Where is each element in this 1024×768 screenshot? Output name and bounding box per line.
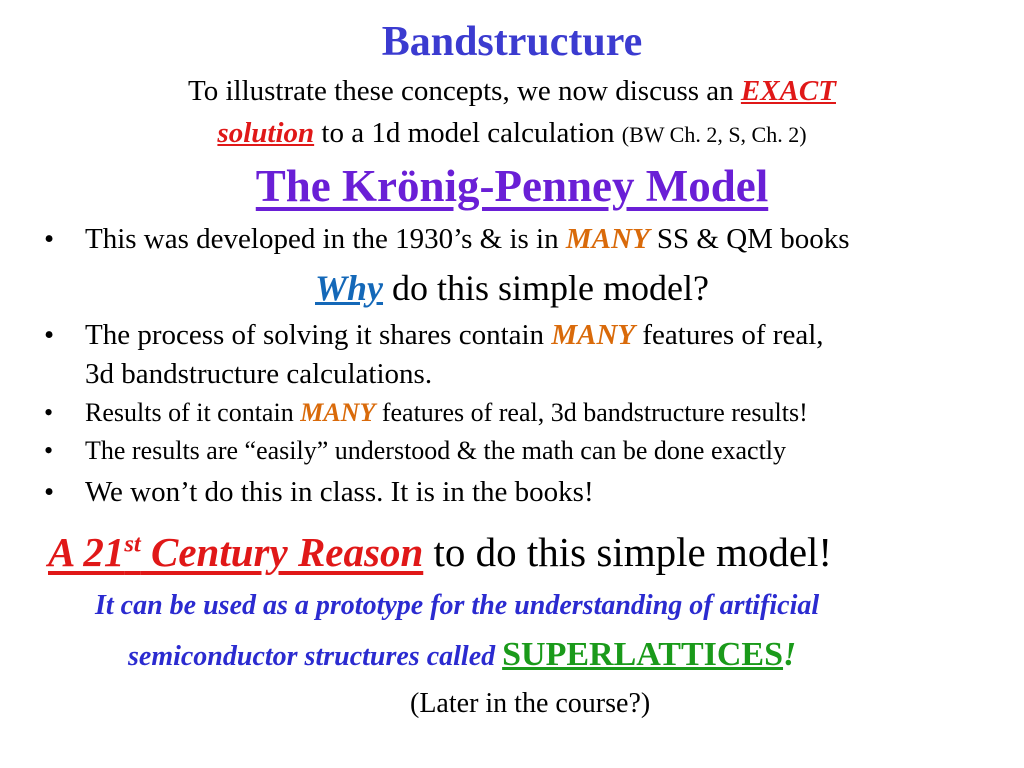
many-emphasis: MANY: [551, 319, 636, 351]
why-text: do this simple model?: [383, 268, 709, 308]
prototype-line-2: [128, 636, 796, 674]
prototype-text: semiconductor structures called: [128, 641, 503, 672]
bullet-text: The results are “easily” understood & the math can be done exactly: [85, 436, 787, 465]
intro-line-1: [0, 75, 1024, 108]
bullet-continuation: 3d bandstructure calculations.: [85, 358, 433, 390]
later-note: (Later in the course?): [410, 688, 651, 719]
bullet-text: The process of solving it shares contain: [85, 319, 552, 351]
bullet-text: features of real, 3d bandstructure results!: [375, 398, 808, 427]
solution-emphasis: solution: [217, 117, 315, 149]
bullet-text: This was developed in the 1930’s & is in: [85, 223, 566, 255]
superlattices-emphasis: SUPERLATTICES: [502, 636, 784, 673]
century-a21: A 21: [48, 529, 125, 575]
bullet-dot: •: [44, 319, 55, 351]
century-reason-heading: [48, 528, 832, 576]
prototype-line-1: It can be used as a prototype for the understanding of artificial: [95, 590, 820, 621]
intro-text-1: To illustrate these concepts, we now discuss an: [188, 75, 741, 107]
many-emphasis: MANY: [300, 398, 376, 427]
bullet-dot: •: [44, 223, 55, 255]
century-reason: Century Reason: [140, 529, 424, 575]
why-heading: [0, 267, 1024, 309]
century-text: to do this simple model!: [423, 529, 833, 575]
bullet-dot: •: [44, 436, 54, 465]
intro-line-2: [0, 117, 1024, 150]
model-title: The Krönig-Penney Model: [255, 161, 769, 211]
bullet-text: SS & QM books: [649, 223, 850, 255]
bullet-text: We won’t do this in class. It is in the books!: [85, 476, 594, 508]
bullet-text: features of real,: [635, 319, 824, 351]
bullet-dot: •: [44, 398, 54, 427]
why-emphasis: Why: [315, 268, 384, 308]
bullet-text: Results of it contain: [85, 398, 301, 427]
intro-text-2: to a 1d model calculation: [314, 117, 622, 149]
exact-emphasis: EXACT: [740, 75, 836, 107]
many-emphasis: MANY: [565, 223, 650, 255]
book-reference: (BW Ch. 2, S, Ch. 2): [621, 122, 807, 147]
bullet-dot: •: [44, 476, 55, 508]
century-reason-emphasis: [48, 529, 423, 575]
slide-title: Bandstructure: [381, 19, 643, 65]
century-suffix: st: [124, 530, 141, 558]
superlattices-exclamation: !: [783, 636, 797, 673]
